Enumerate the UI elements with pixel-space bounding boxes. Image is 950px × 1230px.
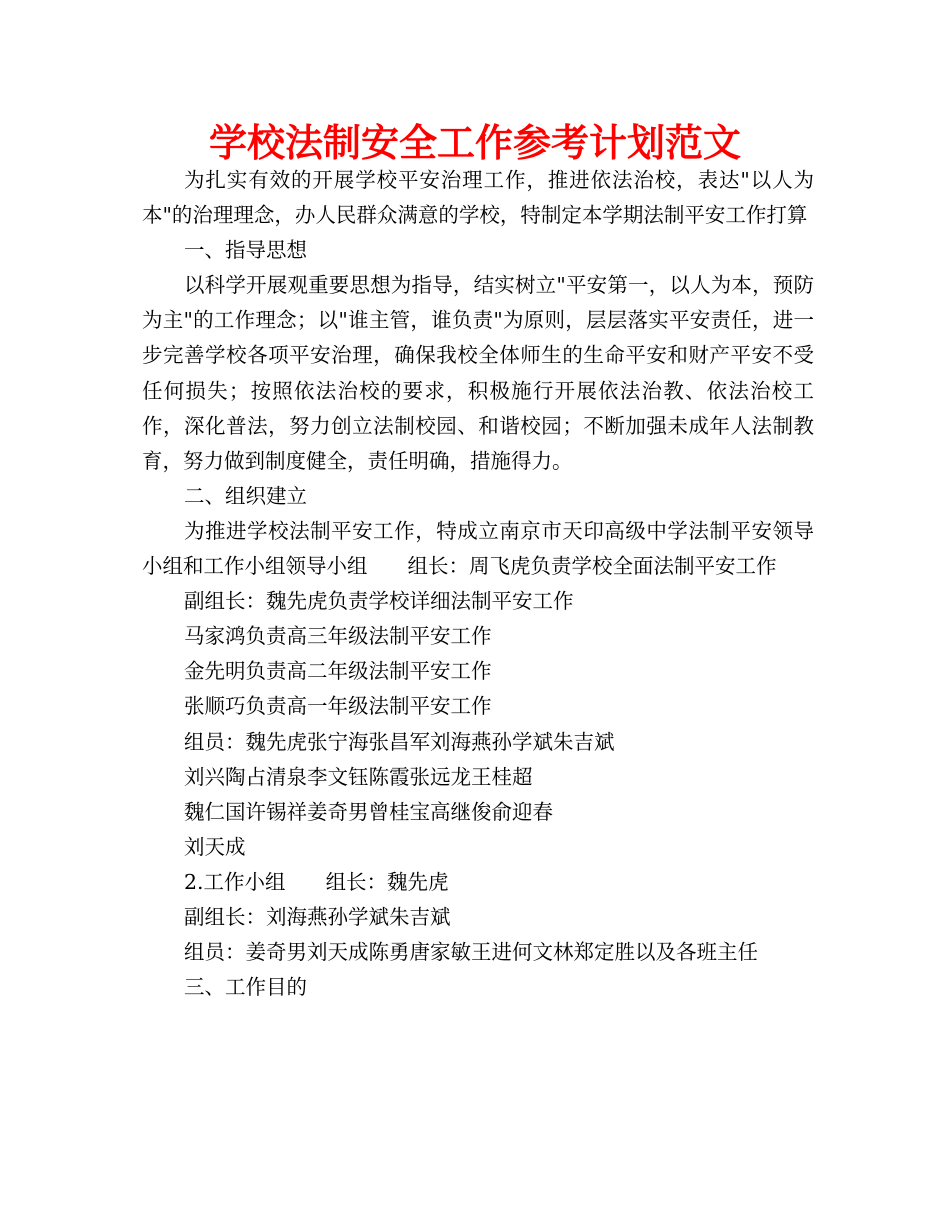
list-item: 副组长：刘海燕孙学斌朱吉斌 xyxy=(184,904,451,929)
section-heading-organization: 二、组织建立 xyxy=(184,483,307,508)
list-item: 魏仁国许锡祥姜奇男曾桂宝高继俊俞迎春 xyxy=(184,799,553,824)
list-item: 刘天成 xyxy=(184,834,246,859)
organization-paragraph xyxy=(142,514,814,584)
work-group-line xyxy=(142,865,814,900)
section-heading-work-goal: 三、工作目的 xyxy=(184,975,307,1000)
work-group-label: 2.工作小组 xyxy=(184,869,286,894)
list-item: 刘兴陶占清泉李文钰陈霞张远龙王桂超 xyxy=(184,764,533,789)
group-leader-text: 组长：周飞虎负责学校全面法制平安工作 xyxy=(407,554,777,579)
document-body xyxy=(142,163,814,1005)
list-item: 马家鸿负责高三年级法制平安工作 xyxy=(184,624,492,649)
list-item: 金先明负责高二年级法制平安工作 xyxy=(184,659,492,684)
list-item: 组员：姜奇男刘天成陈勇唐家敏王进何文林郑定胜以及各班主任 xyxy=(184,940,758,965)
intro-paragraph: 为扎实有效的开展学校平安治理工作，推进依法治校，表达"以人为本"的治理理念，办人民群众满意的学校，特制定本学期法制平安工作打算 xyxy=(142,168,814,228)
guiding-thought-paragraph: 以科学开展观重要思想为指导，结实树立"平安第一，以人为本，预防为主"的工作理念；以"谁主管，谁负责"为原则，层层落实平安责任，进一步完善学校各项平安治理，确保我校全体师生的生命平安和财产平安不受任何损失；按照依法治校的要求，积极施行开展依法治教、依法治校工作，深化普法，努力创立法制校园、和谐校园；不断加强未成年人法制教育，努力做到制度健全，责任明确，措施得力。 xyxy=(142,273,814,473)
list-item: 组员：魏先虎张宁海张昌军刘海燕孙学斌朱吉斌 xyxy=(184,729,615,754)
section-heading-guiding-thought: 一、指导思想 xyxy=(184,238,307,263)
list-item: 张顺巧负责高一年级法制平安工作 xyxy=(184,694,492,719)
list-item: 副组长：魏先虎负责学校详细法制平安工作 xyxy=(184,589,574,614)
document-title: 学校法制安全工作参考计划范文 xyxy=(208,121,741,165)
work-group-leader: 组长：魏先虎 xyxy=(325,869,449,894)
organization-intro-text: 为推进学校法制平安工作，特成立南京市天印高级中学法制平安领导小组和工作小组领导小组 xyxy=(142,518,814,579)
